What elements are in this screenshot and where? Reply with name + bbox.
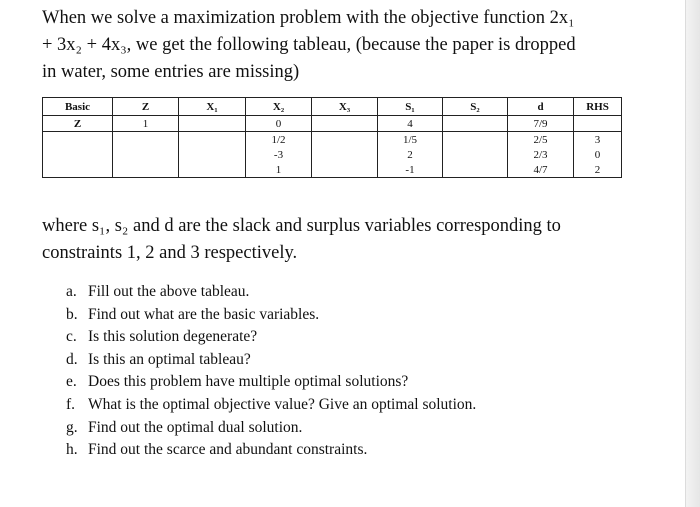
header-x3: X₃ <box>312 98 378 116</box>
question-text: Is this an optimal tableau? <box>88 350 251 368</box>
table-cell: -1 <box>378 162 443 178</box>
question-text: What is the optimal objective value? Give an optimal solution. <box>88 395 477 413</box>
table-cell: 4/7 <box>508 162 574 178</box>
question-item <box>66 394 476 417</box>
table-cell <box>443 162 508 178</box>
table-cell <box>312 132 378 148</box>
tableau-header-row <box>43 98 622 116</box>
table-cell <box>179 147 246 162</box>
header-z: Z <box>113 98 179 116</box>
table-cell: 2 <box>378 147 443 162</box>
table-cell <box>113 132 179 148</box>
simplex-tableau <box>42 97 622 178</box>
table-cell <box>179 116 246 132</box>
question-item <box>66 326 476 349</box>
question-text: Fill out the above tableau. <box>88 283 250 300</box>
question-letter: d. <box>66 350 78 368</box>
table-cell: 2 <box>574 162 622 178</box>
table-cell: -3 <box>246 147 312 162</box>
header-s2: S₂ <box>443 98 508 116</box>
table-cell: Z <box>43 116 113 132</box>
question-letter: c. <box>66 328 77 346</box>
intro-line-1: When we solve a maximization problem with the objective function 2x₁ <box>42 8 575 28</box>
table-cell: 1/5 <box>378 132 443 148</box>
question-letter: e. <box>66 373 77 391</box>
header-x2: X₂ <box>246 98 312 116</box>
table-cell <box>43 162 113 178</box>
question-letter: f. <box>66 395 76 413</box>
table-cell <box>574 116 622 132</box>
table-cell: 2/5 <box>508 132 574 148</box>
question-letter: h. <box>66 441 78 459</box>
table-cell: 3 <box>574 132 622 148</box>
tableau-row-constraint-3 <box>43 162 622 178</box>
table-cell: 2/3 <box>508 147 574 162</box>
question-letter: b. <box>66 305 78 323</box>
table-cell <box>113 147 179 162</box>
tableau-row-z <box>43 116 622 132</box>
question-text: Does this problem have multiple optimal solutions? <box>88 373 409 391</box>
note-line-1: where s₁, s₂ and d are the slack and surplus variables corresponding to <box>42 216 561 236</box>
question-item <box>66 371 476 394</box>
header-rhs: RHS <box>574 98 622 116</box>
question-text: Find out what are the basic variables. <box>88 305 320 323</box>
table-cell <box>443 116 508 132</box>
table-cell: 4 <box>378 116 443 132</box>
question-list <box>66 281 476 462</box>
table-cell: 7/9 <box>508 116 574 132</box>
variables-note <box>42 213 662 267</box>
question-item <box>66 349 476 372</box>
header-x1: X₁ <box>179 98 246 116</box>
question-item <box>66 417 476 440</box>
note-line-2: constraints 1, 2 and 3 respectively. <box>42 243 298 263</box>
table-cell <box>443 147 508 162</box>
question-letter: g. <box>66 418 78 436</box>
question-item <box>66 281 476 304</box>
table-cell <box>179 162 246 178</box>
question-item <box>66 304 476 327</box>
problem-intro <box>42 5 667 86</box>
table-cell <box>179 132 246 148</box>
header-basic: Basic <box>43 98 113 116</box>
table-cell: 1 <box>246 162 312 178</box>
header-d: d <box>508 98 574 116</box>
tableau-row-constraint-1 <box>43 132 622 148</box>
table-cell <box>113 162 179 178</box>
table-cell <box>43 147 113 162</box>
question-text: Find out the optimal dual solution. <box>88 418 303 436</box>
table-cell <box>443 132 508 148</box>
intro-line-3: in water, some entries are missing) <box>42 62 300 82</box>
tableau-row-constraint-2 <box>43 147 622 162</box>
question-text: Find out the scarce and abundant constraints. <box>88 441 368 459</box>
question-letter: a. <box>66 283 77 300</box>
table-cell: 1/2 <box>246 132 312 148</box>
question-text: Is this solution degenerate? <box>88 328 258 346</box>
table-cell: 1 <box>113 116 179 132</box>
scrollbar-track[interactable] <box>685 0 700 507</box>
table-cell: 0 <box>246 116 312 132</box>
intro-line-2: + 3x₂ + 4x₃, we get the following tableau, (because the paper is dropped <box>42 35 576 55</box>
table-cell <box>312 147 378 162</box>
table-cell: 0 <box>574 147 622 162</box>
table-cell <box>312 162 378 178</box>
header-s1: S₁ <box>378 98 443 116</box>
table-cell <box>43 132 113 148</box>
table-cell <box>312 116 378 132</box>
question-item <box>66 439 476 462</box>
